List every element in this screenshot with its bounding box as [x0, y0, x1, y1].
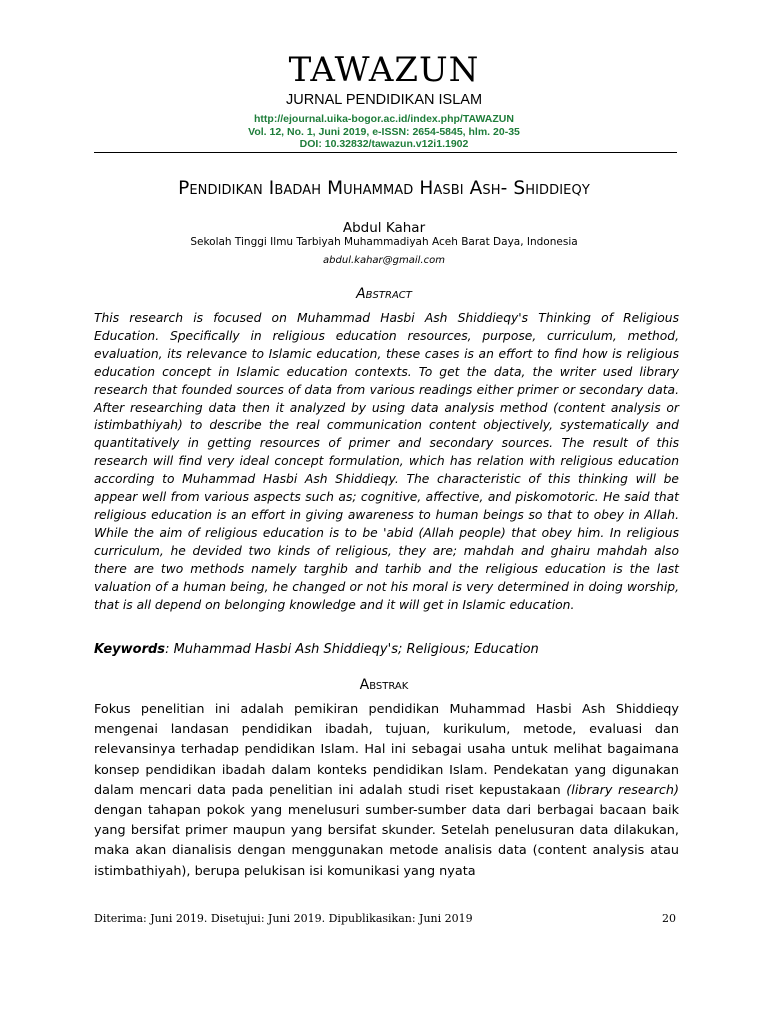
header-divider [94, 152, 677, 153]
author-email[interactable]: abdul.kahar@gmail.com [323, 255, 445, 266]
journal-volume-line: Vol. 12, No. 1, Juni 2019, e-ISSN: 2654-5845, hlm. 20-35 [248, 125, 520, 138]
journal-name: TAWAZUN [288, 50, 480, 90]
page-number: 20 [662, 912, 676, 925]
abstrak-body [94, 700, 679, 882]
abstrak-text-italic: (library research) [566, 782, 679, 798]
journal-meta [0, 113, 768, 151]
footer-dates: Diterima: Juni 2019. Disetujui: Juni 2019. Dipublikasikan: Juni 2019 [94, 912, 473, 925]
journal-subtitle: JURNAL PENDIDIKAN ISLAM [285, 92, 483, 108]
keywords-label: Keywords [94, 642, 166, 657]
keywords-list: : Muhammad Hasbi Ash Shiddieqy's; Religious; Education [165, 642, 539, 657]
journal-doi[interactable]: DOI: 10.32832/tawazun.v12i1.1902 [299, 138, 469, 150]
abstrak-text-part-1: Fokus penelitian ini adalah pemikiran pendidikan Muhammad Hasbi Ash Shiddieqy mengenai landasan pendidikan ibadah, tujuan, kurikulum, metode, evaluasi dan relevansinya terhadap pendidikan Islam. Hal ini sebagai usaha untuk melihat bagaimana konsep pendidikan ibadah dalam konteks pendidikan Islam. Pendekatan yang digunakan dalam mencari data pada penelitian ini adalah studi riset kepustakaan [94, 702, 679, 798]
keywords-line [94, 641, 679, 659]
abstract-heading: Abstract [356, 286, 412, 302]
article-title: Pendidikan Ibadah Muhammad Hasbi Ash- Shiddieqy [178, 178, 590, 199]
article-author: Abdul Kahar [342, 220, 426, 236]
author-affiliation: Sekolah Tinggi Ilmu Tarbiyah Muhammadiyah Aceh Barat Daya, Indonesia [190, 236, 578, 248]
abstract-body: This research is focused on Muhammad Hasbi Ash Shiddieqy's Thinking of Religious Education. Specifically in religious education resources, purpose, curriculum, method, evaluation, its relevance to Islamic education, these cases is an effort to find how is religious education concept in Islamic education contexts. To get the data, the writer used library research that founded sources of data from various readings either primer or secondary data. After researching data then it analyzed by using data analysis method (content analysis or istimbathiyah) to describe the real communication content objectively, systematically and quantitatively in getting resources of primer and secondary sources. The result of this research will find very ideal concept formulation, which has relation with religious education according to Muhammad Hasbi Ash Shiddieqy. The characteristic of this thinking will be appear well from various aspects such as; cognitive, affective, and piskomotoric. He said that religious education is an effort in giving awareness to human beings so that to obey in Allah. While the aim of religious education is to be 'abid (Allah people) that obey him. In religious curriculum, he devided two kinds of religious, they are; mahdah and ghairu mahdah also there are two methods namely targhib and tarhib and the religious education is the last valuation of a human being, he changed or not his moral is very determined in doing worship, that is all depend on belonging knowledge and it will get in Islamic education. [94, 311, 679, 612]
abstrak-text-part-2: dengan tahapan pokok yang menelusuri sumber-sumber data dari berbagai bacaan baik yang bersifat primer maupun yang bersifat skunder. Setelah penelusuran data dilakukan, maka akan dianalisis dengan menggunakan metode analisis data (content analysis atau istimbathiyah), berupa pelukisan isi komunikasi yang nyata [94, 803, 679, 879]
abstrak-heading: Abstrak [359, 677, 409, 693]
journal-url[interactable]: http://ejournal.uika-bogor.ac.id/index.php/TAWAZUN [254, 113, 514, 125]
